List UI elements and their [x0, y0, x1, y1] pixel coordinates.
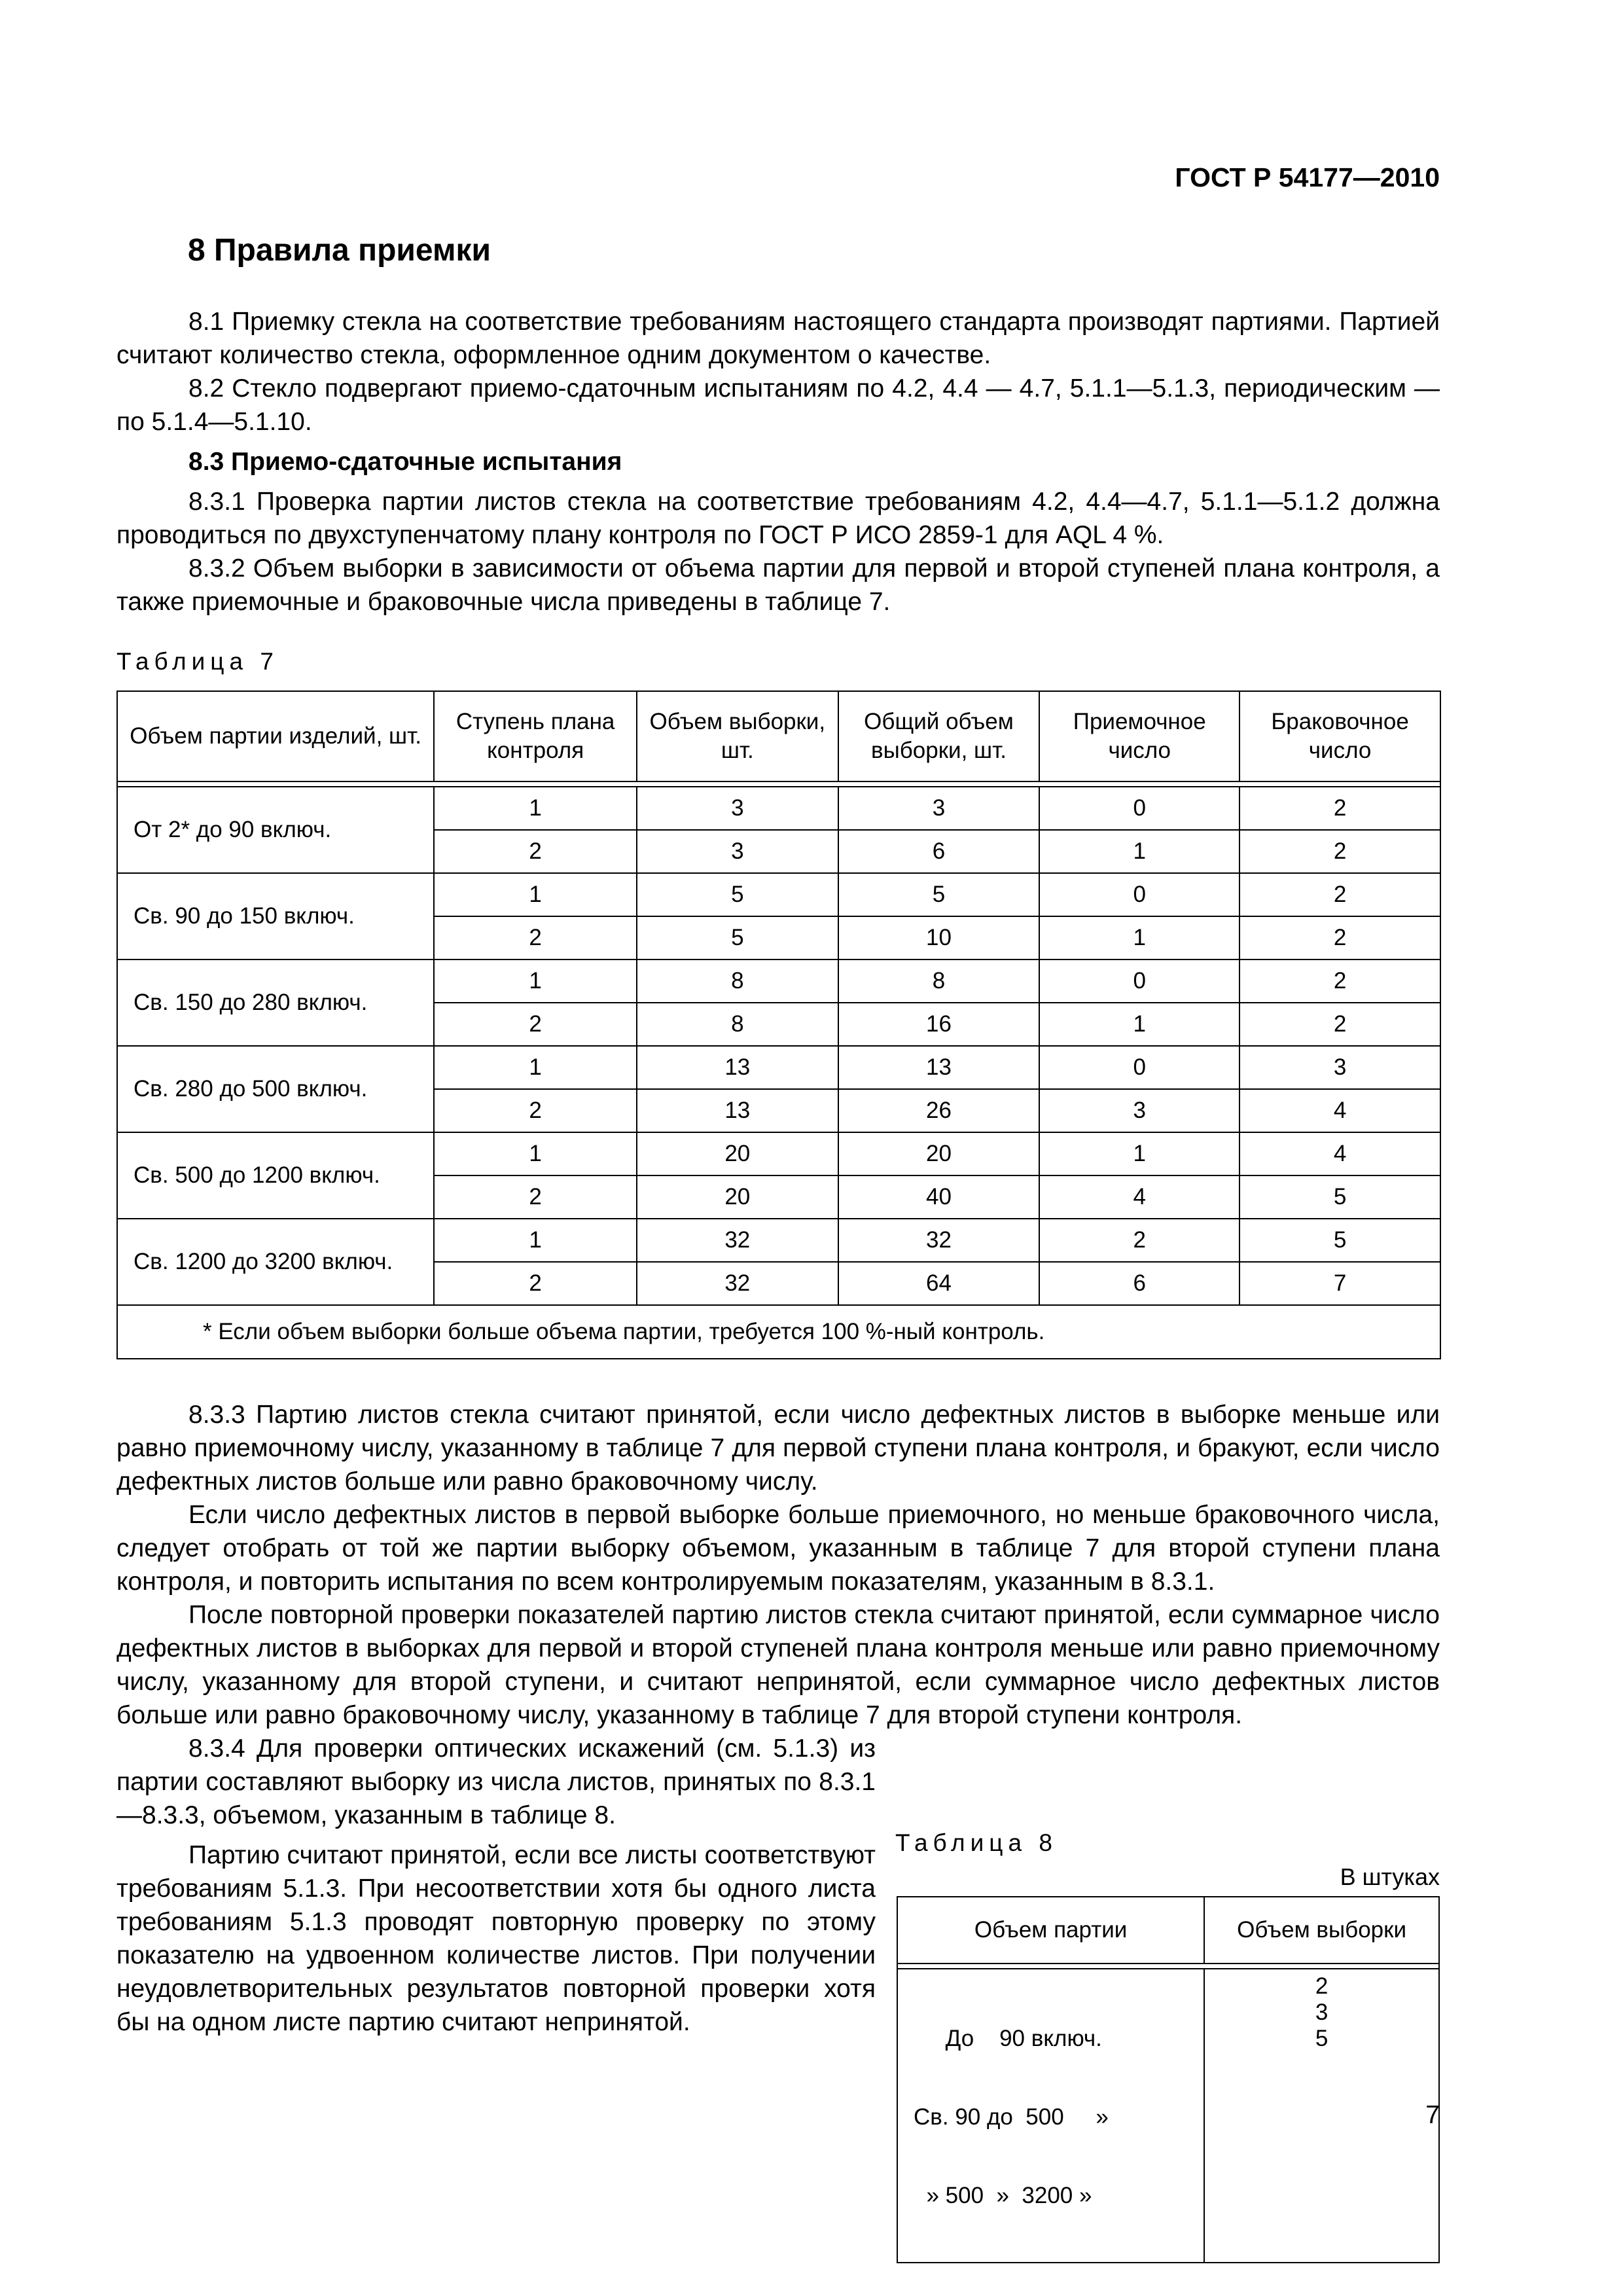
table-7-cell: 4 [1240, 1089, 1440, 1132]
table-7-cell: 1 [1039, 830, 1240, 873]
table-8 [897, 1896, 1440, 2263]
table-7-cell: 1 [1039, 1003, 1240, 1046]
table-7-cell: 20 [838, 1132, 1040, 1175]
table-7-cell: 5 [1240, 1175, 1440, 1219]
table-7-cell: 3 [1039, 1089, 1240, 1132]
paragraph-8-3-3-second: Если число дефектных листов в первой выборке больше приемочного, но меньше браковочного числа, следует отобрать от той же партии выборку объемом, указанным в таблице 7 для второй ступени плана контроля, и повторить испытания по всем контролируемым показателям, указанным в 8.3.1. [116, 1501, 1440, 1596]
table-7-cell: 20 [637, 1132, 838, 1175]
table-8-header-cell: Объем партии [897, 1897, 1204, 1964]
table-7-cell: 26 [838, 1089, 1040, 1132]
table-7-cell: 5 [1240, 1219, 1440, 1262]
table-7-cell: 0 [1039, 1046, 1240, 1089]
table-7-cell: 1 [434, 787, 637, 830]
table-8-header-row [897, 1897, 1439, 1964]
table-7-cell: 16 [838, 1003, 1040, 1046]
table-7-cell: 20 [637, 1175, 838, 1219]
table-8-range: » 500 » 3200 » [914, 2183, 1092, 2208]
table-8-range: Св. 90 до 500 » [914, 2104, 1109, 2130]
table-7-cell: 8 [637, 1003, 838, 1046]
table-7-cell: 3 [1240, 1046, 1440, 1089]
table-7-cell: 32 [637, 1262, 838, 1305]
table-7-cell: 2 [1039, 1219, 1240, 1262]
table-7-cell: 2 [1240, 960, 1440, 1003]
table-7-cell: 1 [434, 960, 637, 1003]
paragraph-8-1: 8.1 Приемку стекла на соответствие требованиям настоящего стандарта производят партиями. Партией считают количество стекла, оформленное одним документом о качестве. [116, 308, 1440, 369]
table-8-value: 5 [1315, 2026, 1329, 2051]
table-7-cell: 1 [1039, 916, 1240, 960]
table-7-cell: 13 [838, 1046, 1040, 1089]
table-7-caption: Таблица 7 [116, 648, 279, 675]
table-7-range-cell: Св. 500 до 1200 включ. [117, 1132, 434, 1219]
table-7-header-cell: Объем партии изделий, шт. [117, 691, 434, 781]
table-8-caption: Таблица 8 [895, 1829, 1058, 1856]
paragraph-8-3-4: 8.3.4 Для проверки оптических искажений (см. 5.1.3) из партии составляют выборку из числа листов, принятых по 8.3.1—8.3.3, объемом, указанным в таблице 8. [116, 1734, 876, 1829]
table-row [117, 1046, 1440, 1089]
table-7-cell: 7 [1240, 1262, 1440, 1305]
table-7-header-row [117, 691, 1440, 781]
table-8-body-row [897, 1969, 1439, 2263]
table-7-cell: 2 [1240, 873, 1440, 916]
paragraph-8-3-1: 8.3.1 Проверка партии листов стекла на соответствие требованиям 4.2, 4.4—4.7, 5.1.1—5.1.2 должна проводиться по двухступенчатому плану контроля по ГОСТ Р ИСО 2859-1 для AQL 4 %. [116, 488, 1440, 549]
table-7-range-cell: Св. 150 до 280 включ. [117, 960, 434, 1046]
table-7-cell: 2 [434, 1089, 637, 1132]
paragraph-8-3-3-third: После повторной проверки показателей партию листов стекла считают принятой, если суммарное число дефектных листов в выборках для первой и второй ступеней плана контроля меньше или равно приемочному числу, указанному для второй ступени, и считают непринятой, если суммарное число дефектных листов больше или равно браковочному числу, указанному в таблице 7 для второй ступени контроля. [116, 1601, 1440, 1729]
table-7-cell: 10 [838, 916, 1040, 960]
table-7-cell: 3 [637, 830, 838, 873]
table-7-footnote-row [117, 1305, 1440, 1359]
table-7-range-cell: Св. 90 до 150 включ. [117, 873, 434, 960]
table-7-cell: 13 [637, 1046, 838, 1089]
table-7-cell: 32 [637, 1219, 838, 1262]
subsection-heading-8-3: 8.3 Приемо-сдаточные испытания [188, 448, 622, 476]
table-8-range: До 90 включ. [914, 2026, 1102, 2051]
table-7-cell: 8 [637, 960, 838, 1003]
table-7-cell: 13 [637, 1089, 838, 1132]
table-7-cell: 2 [434, 1003, 637, 1046]
table-8-value: 2 [1315, 1973, 1329, 1999]
page-number: 7 [1425, 2101, 1440, 2129]
table-7-cell: 5 [637, 873, 838, 916]
table-row [117, 1132, 1440, 1175]
table-7-cell: 2 [1240, 787, 1440, 830]
table-7-cell: 5 [838, 873, 1040, 916]
table-7-cell: 40 [838, 1175, 1040, 1219]
table-7-cell: 2 [1240, 1003, 1440, 1046]
table-row [117, 960, 1440, 1003]
table-7-cell: 32 [838, 1219, 1040, 1262]
table-7-cell: 1 [434, 873, 637, 916]
table-7-cell: 2 [1240, 830, 1440, 873]
table-7-cell: 6 [838, 830, 1040, 873]
table-7-cell: 1 [1039, 1132, 1240, 1175]
table-7-cell: 0 [1039, 787, 1240, 830]
table-7-cell: 6 [1039, 1262, 1240, 1305]
table-7-cell: 2 [1240, 916, 1440, 960]
table-7 [116, 691, 1441, 1359]
table-7-range-cell: Св. 280 до 500 включ. [117, 1046, 434, 1132]
document-code: ГОСТ Р 54177—2010 [1175, 162, 1440, 192]
table-7-cell: 0 [1039, 873, 1240, 916]
table-7-range-cell: Св. 1200 до 3200 включ. [117, 1219, 434, 1305]
table-8-header-cell: Объем выборки [1204, 1897, 1439, 1964]
paragraph-8-3-4-second: Партию считают принятой, если все листы соответствуют требованиям 5.1.3. При несоответствии хотя бы одного листа требованиям 5.1.3 проводят повторную проверку по этому показателю на удвоенном количестве листов. При получении неудовлетворительных результатов повторной проверки хотя бы на одном листе партию считают непринятой. [116, 1841, 876, 2036]
table-7-footnote: * Если объем выборки больше объема партии, требуется 100 %-ный контроль. [117, 1305, 1440, 1359]
paragraph-8-2: 8.2 Стекло подвергают приемо-сдаточным испытаниям по 4.2, 4.4 — 4.7, 5.1.1—5.1.3, периодическим — по 5.1.4—5.1.10. [116, 374, 1440, 436]
table-7-cell: 3 [637, 787, 838, 830]
paragraph-8-3-2: 8.3.2 Объем выборки в зависимости от объема партии для первой и второй ступеней плана контроля, а также приемочные и браковочные числа приведены в таблице 7. [116, 554, 1440, 616]
table-7-header-cell: Приемочное число [1039, 691, 1240, 781]
section-title: 8 Правила приемки [188, 233, 491, 268]
table-7-cell: 4 [1039, 1175, 1240, 1219]
table-7-cell: 2 [434, 830, 637, 873]
table-8-values-cell [1204, 1969, 1439, 2263]
table-7-cell: 0 [1039, 960, 1240, 1003]
table-7-cell: 1 [434, 1132, 637, 1175]
table-8-units: В штуках [1340, 1863, 1440, 1890]
table-7-header-cell: Объем выборки, шт. [637, 691, 838, 781]
table-row [117, 787, 1440, 830]
table-7-range-cell: От 2* до 90 включ. [117, 787, 434, 873]
table-7-cell: 2 [434, 1262, 637, 1305]
table-row [117, 1219, 1440, 1262]
table-8-ranges-cell [897, 1969, 1204, 2263]
table-7-cell: 5 [637, 916, 838, 960]
table-7-cell: 4 [1240, 1132, 1440, 1175]
table-row [117, 873, 1440, 916]
table-7-cell: 8 [838, 960, 1040, 1003]
table-7-cell: 3 [838, 787, 1040, 830]
table-7-cell: 1 [434, 1046, 637, 1089]
paragraph-8-3-3: 8.3.3 Партию листов стекла считают принятой, если число дефектных листов в выборке меньше или равно приемочному числу, указанному в таблице 7 для первой ступени плана контроля, и бракуют, если число дефектных листов больше или равно браковочному числу. [116, 1401, 1440, 1496]
table-7-header-cell: Ступень плана контроля [434, 691, 637, 781]
table-7-header-cell: Браковочное число [1240, 691, 1440, 781]
table-7-cell: 64 [838, 1262, 1040, 1305]
table-7-header-cell: Общий объем выборки, шт. [838, 691, 1040, 781]
text-block-8-1-to-8-3-2 [116, 305, 1440, 619]
table-8-value: 3 [1315, 2000, 1329, 2025]
table-7-cell: 2 [434, 916, 637, 960]
table-7-cell: 1 [434, 1219, 637, 1262]
table-7-cell: 2 [434, 1175, 637, 1219]
